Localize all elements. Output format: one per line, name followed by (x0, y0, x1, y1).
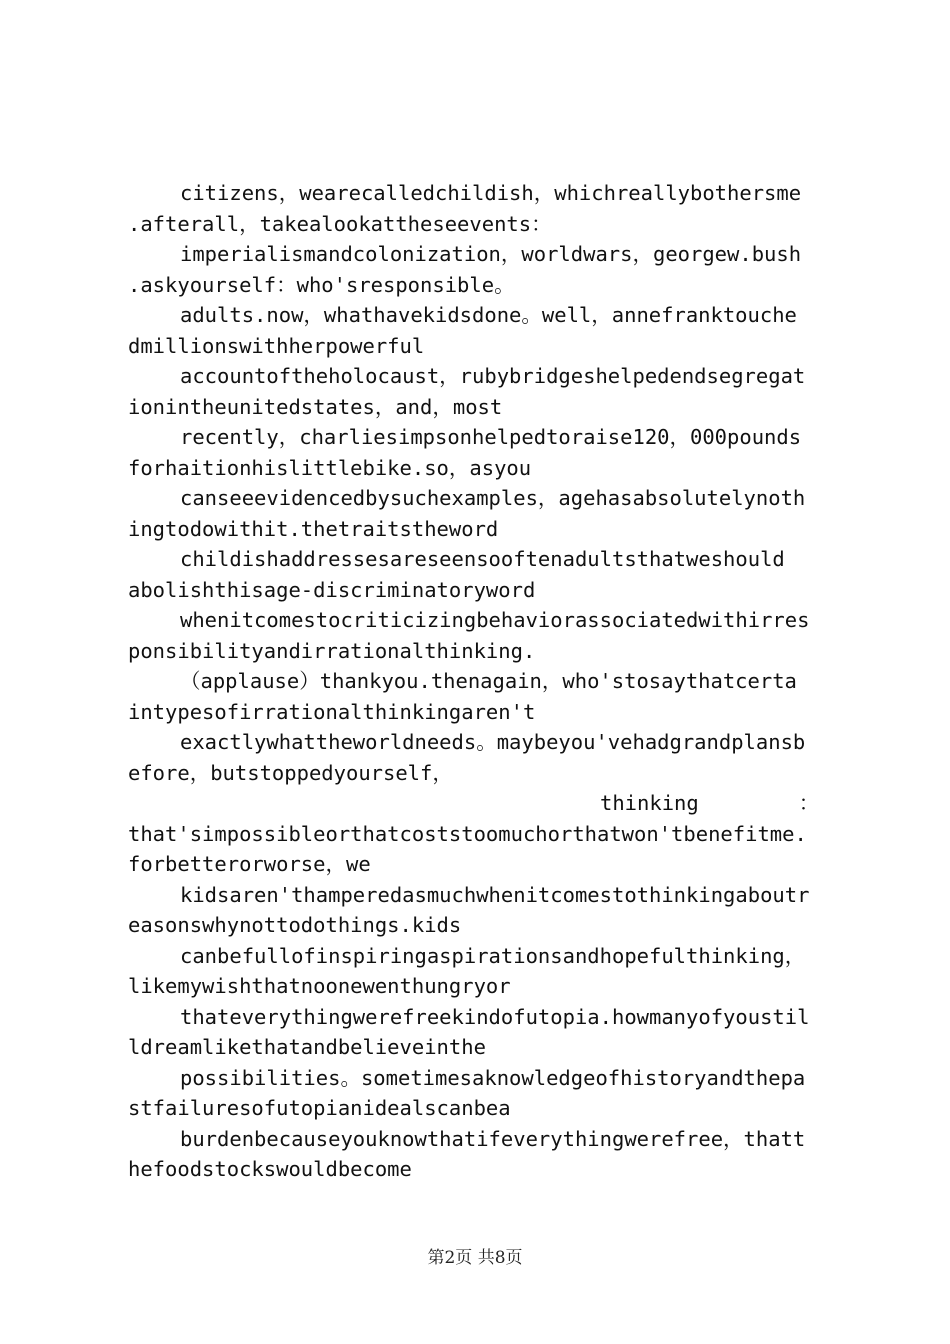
text-line: efore，butstoppedyourself， (128, 760, 453, 785)
text-line: adults.now，whathavekidsdone。well，annefranktouche (180, 303, 797, 327)
colon-mark: ： (798, 791, 820, 815)
text-line: canseeevidencedbysuchexamples，agehasabsolutelynoth (180, 486, 806, 510)
text-line: forbetterorworse，we (128, 852, 371, 876)
text-line: whenitcomestocriticizingbehaviorassociatedwithirres (180, 608, 810, 632)
text-line: ingtodowithit.thetraitstheword (128, 516, 499, 541)
page-number-footer: 第2页 共8页 (427, 1248, 523, 1268)
text-line: dmillionswithherpowerful (128, 333, 425, 358)
text-line (128, 788, 832, 819)
text-line: intypesofirrationalthinkingaren't (128, 699, 536, 724)
thinking-word: thinking (600, 791, 699, 815)
text-line: abolishthisage-discriminatoryword (128, 577, 536, 602)
text-line: accountoftheholocaust，rubybridgeshelpedendsegregat (180, 364, 806, 388)
text-line: recently，charliesimpsonhelpedtoraise120，000pounds (180, 425, 802, 449)
text-line: stfailuresofutopianidealscanbea (128, 1096, 511, 1120)
text-line: （applause）thankyou.thenagain，who'stosaythatcerta (180, 669, 797, 693)
text-line: burdenbecauseyouknowthatifeverythingwerefree，thatt (180, 1126, 806, 1151)
text-line: easonswhynottodothings.kids (128, 913, 462, 937)
text-line: canbefullofinspiringaspirationsandhopefulthinking， (180, 943, 806, 968)
text-line: .askyourself：who'sresponsible。 (128, 272, 515, 297)
text-line: childishaddressesareseensooftenadultsthatweshould (180, 547, 785, 571)
text-line: possibilities。sometimesaknowledgeofhistoryandthepa (180, 1065, 806, 1090)
text-line: .afterall，takealookattheseevents： (128, 211, 552, 236)
text-line: likemywishthatnoonewenthungryor (128, 974, 511, 998)
text-line: thateverythingwerefreekindofutopia.howmanyofyoustil (180, 1004, 810, 1029)
text-line: that'simpossibleorthatcoststoomuchorthatwon'tbenefitme. (128, 821, 807, 846)
text-line: imperialismandcolonization，worldwars，georgew.bush (180, 242, 802, 266)
text-line: hefoodstockswouldbecome (128, 1157, 412, 1181)
text-line: kidsaren'thamperedasmuchwhenitcomestothinkingaboutr (180, 882, 810, 907)
text-line: forhaitionhislittlebike.so，asyou (128, 455, 532, 480)
text-line: ldreamlikethatandbelieveinthe (128, 1035, 486, 1059)
text-line: ponsibilityandirrationalthinking. (128, 638, 536, 663)
text-line: citizens，wearecalledchildish，whichreallybothersme (180, 181, 802, 205)
text-line: exactlywhattheworldneeds。maybeyou'vehadgrandplansb (180, 730, 806, 754)
text-line: ionintheunitedstates，and，most (128, 394, 503, 419)
body-text (128, 178, 832, 1185)
